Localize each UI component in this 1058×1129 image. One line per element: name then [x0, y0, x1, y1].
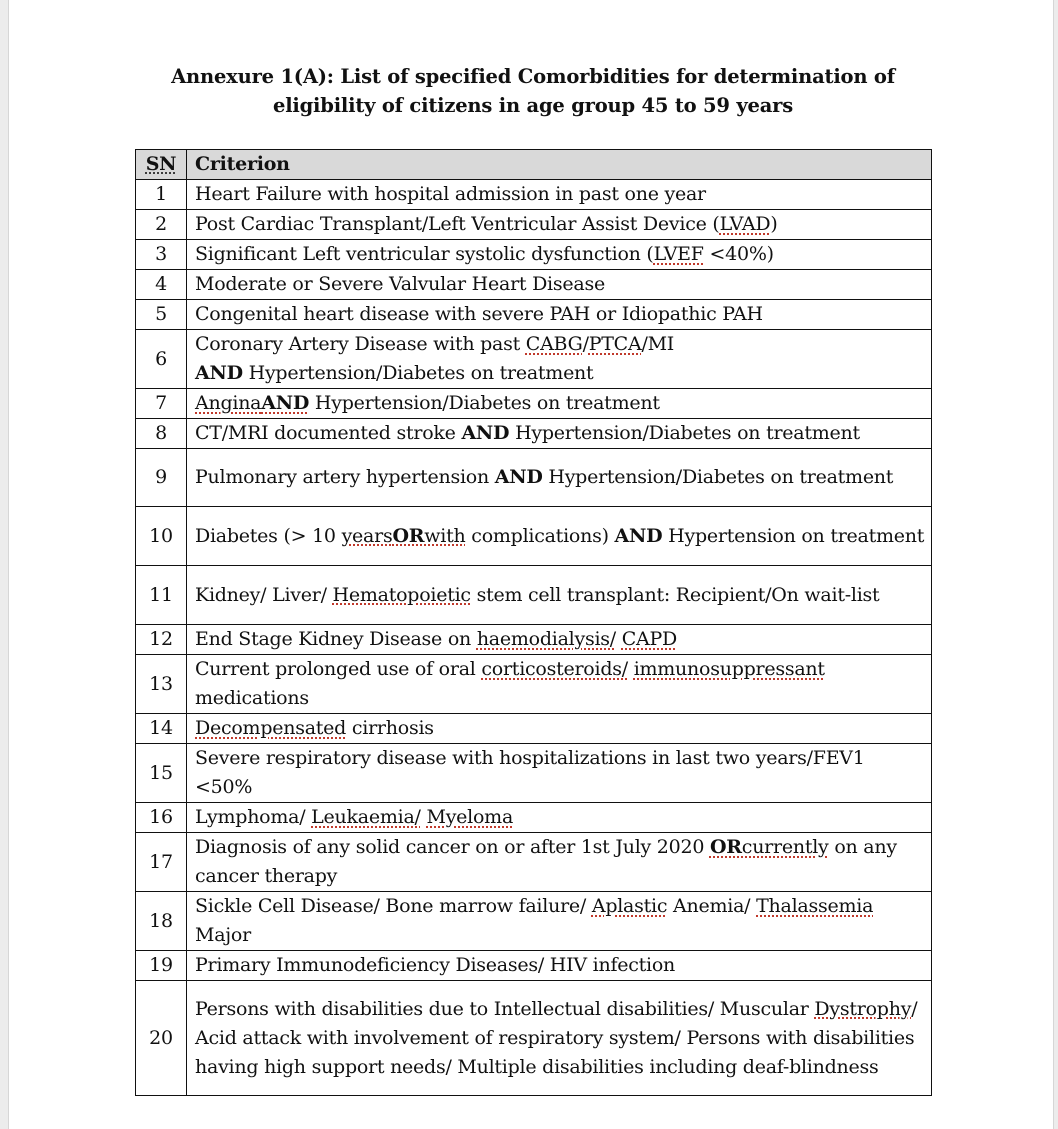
document-title	[140, 62, 926, 120]
row-sn: 15	[136, 744, 187, 803]
row-sn: 10	[136, 507, 187, 566]
table-row	[136, 655, 932, 714]
row-sn: 19	[136, 951, 187, 981]
table-row	[136, 892, 932, 951]
table-row	[136, 833, 932, 892]
row-sn: 14	[136, 714, 187, 744]
title-line-2: eligibility of citizens in age group 45 to 59 years	[273, 94, 793, 117]
table-row	[136, 714, 932, 744]
row-criterion: Primary Immunodeficiency Diseases/ HIV infection	[187, 951, 932, 981]
row-criterion: Current prolonged use of oral corticosteroids/ immunosuppressant medications	[187, 655, 932, 714]
table-row	[136, 300, 932, 330]
row-sn: 4	[136, 270, 187, 300]
table-row	[136, 981, 932, 1096]
row-criterion: Decompensated cirrhosis	[187, 714, 932, 744]
row-criterion: Diabetes (> 10 yearsORwith complications) AND Hypertension on treatment	[187, 507, 932, 566]
table-row	[136, 240, 932, 270]
row-criterion: Significant Left ventricular systolic dysfunction (LVEF <40%)	[187, 240, 932, 270]
row-criterion: Persons with disabilities due to Intellectual disabilities/ Muscular Dystrophy/ Acid attack with involvement of respiratory system/ Persons with disabilities having high support needs/ Multiple disabilities including deaf-blindness	[187, 981, 932, 1096]
comorbidities-table	[135, 149, 932, 1096]
row-criterion: Severe respiratory disease with hospitalizations in last two years/FEV1 <50%	[187, 744, 932, 803]
table-row	[136, 744, 932, 803]
page-edge-left	[0, 0, 9, 1129]
row-criterion: End Stage Kidney Disease on haemodialysis/ CAPD	[187, 625, 932, 655]
row-sn: 20	[136, 981, 187, 1096]
table-row	[136, 210, 932, 240]
column-header-sn: SN	[136, 150, 187, 180]
table-row	[136, 270, 932, 300]
row-sn: 11	[136, 566, 187, 625]
table-row	[136, 803, 932, 833]
row-criterion: Post Cardiac Transplant/Left Ventricular Assist Device (LVAD)	[187, 210, 932, 240]
table-row	[136, 419, 932, 449]
row-criterion: Coronary Artery Disease with past CABG/PTCA/MI AND Hypertension/Diabetes on treatment	[187, 330, 932, 389]
table-row	[136, 389, 932, 419]
row-sn: 17	[136, 833, 187, 892]
row-criterion: CT/MRI documented stroke AND Hypertension/Diabetes on treatment	[187, 419, 932, 449]
row-sn: 6	[136, 330, 187, 389]
table-row	[136, 330, 932, 389]
row-criterion: Kidney/ Liver/ Hematopoietic stem cell transplant: Recipient/On wait-list	[187, 566, 932, 625]
page-edge-right	[1053, 0, 1058, 1129]
column-header-criterion: Criterion	[187, 150, 932, 180]
row-criterion: Lymphoma/ Leukaemia/ Myeloma	[187, 803, 932, 833]
row-sn: 7	[136, 389, 187, 419]
table-row	[136, 449, 932, 507]
row-sn: 12	[136, 625, 187, 655]
title-line-1: Annexure 1(A): List of specified Comorbidities for determination of	[171, 65, 895, 88]
table-row	[136, 566, 932, 625]
row-criterion: Moderate or Severe Valvular Heart Disease	[187, 270, 932, 300]
row-sn: 16	[136, 803, 187, 833]
row-sn: 18	[136, 892, 187, 951]
row-criterion: Sickle Cell Disease/ Bone marrow failure/ Aplastic Anemia/ Thalassemia Major	[187, 892, 932, 951]
row-sn: 9	[136, 449, 187, 507]
row-criterion: Diagnosis of any solid cancer on or after 1st July 2020 ORcurrently on any cancer therapy	[187, 833, 932, 892]
table-row	[136, 625, 932, 655]
row-sn: 2	[136, 210, 187, 240]
table-row	[136, 180, 932, 210]
row-sn: 13	[136, 655, 187, 714]
table-row	[136, 507, 932, 566]
row-sn: 1	[136, 180, 187, 210]
row-sn: 3	[136, 240, 187, 270]
row-criterion: AnginaAND Hypertension/Diabetes on treatment	[187, 389, 932, 419]
row-criterion: Pulmonary artery hypertension AND Hypertension/Diabetes on treatment	[187, 449, 932, 507]
row-sn: 8	[136, 419, 187, 449]
row-criterion: Congenital heart disease with severe PAH or Idiopathic PAH	[187, 300, 932, 330]
row-criterion: Heart Failure with hospital admission in past one year	[187, 180, 932, 210]
row-sn: 5	[136, 300, 187, 330]
table-header-row	[136, 150, 932, 180]
table-row	[136, 951, 932, 981]
